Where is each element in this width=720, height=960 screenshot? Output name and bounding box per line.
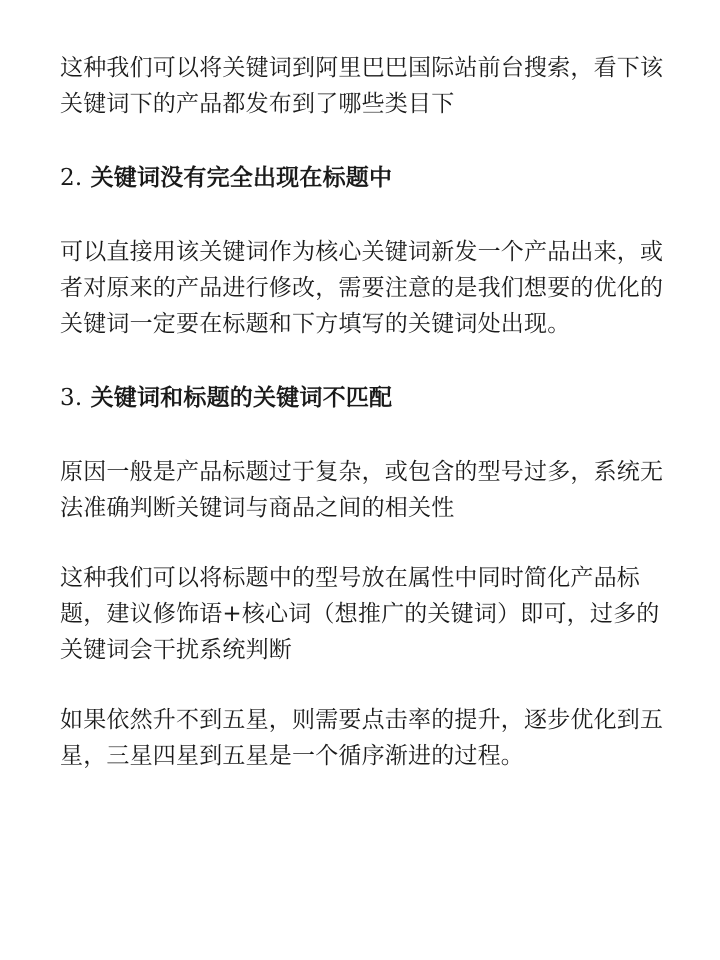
paragraph-category-check: 这种我们可以将关键词到阿里巴巴国际站前台搜索，看下该关键词下的产品都发布到了哪些类目下 <box>60 55 664 117</box>
paragraph-simplify-title: 这种我们可以将标题中的型号放在属性中同时简化产品标题，建议修饰语+核心词（想推广的关键词）即可，过多的关键词会干扰系统判断 <box>60 565 660 663</box>
heading-text: 关键词和标题的关键词不匹配 <box>90 385 393 411</box>
heading-keyword-mismatch <box>60 380 672 416</box>
heading-text: 关键词没有完全出现在标题中 <box>90 165 393 191</box>
heading-number: 2. <box>60 165 83 191</box>
paragraph-click-rate: 如果依然升不到五星，则需要点击率的提升，逐步优化到五星，三星四星到五星是一个循序渐进的过程。 <box>60 707 664 769</box>
heading-keyword-not-in-title <box>60 160 672 196</box>
article-body <box>60 50 672 774</box>
paragraph-cause-explanation: 原因一般是产品标题过于复杂，或包含的型号过多，系统无法准确判断关键词与商品之间的相关性 <box>60 459 664 521</box>
paragraph-new-product-advice: 可以直接用该关键词作为核心关键词新发一个产品出来，或者对原来的产品进行修改，需要注意的是我们想要的优化的关键词一定要在标题和下方填写的关键词处出现。 <box>60 239 664 337</box>
heading-number: 3. <box>60 385 83 411</box>
